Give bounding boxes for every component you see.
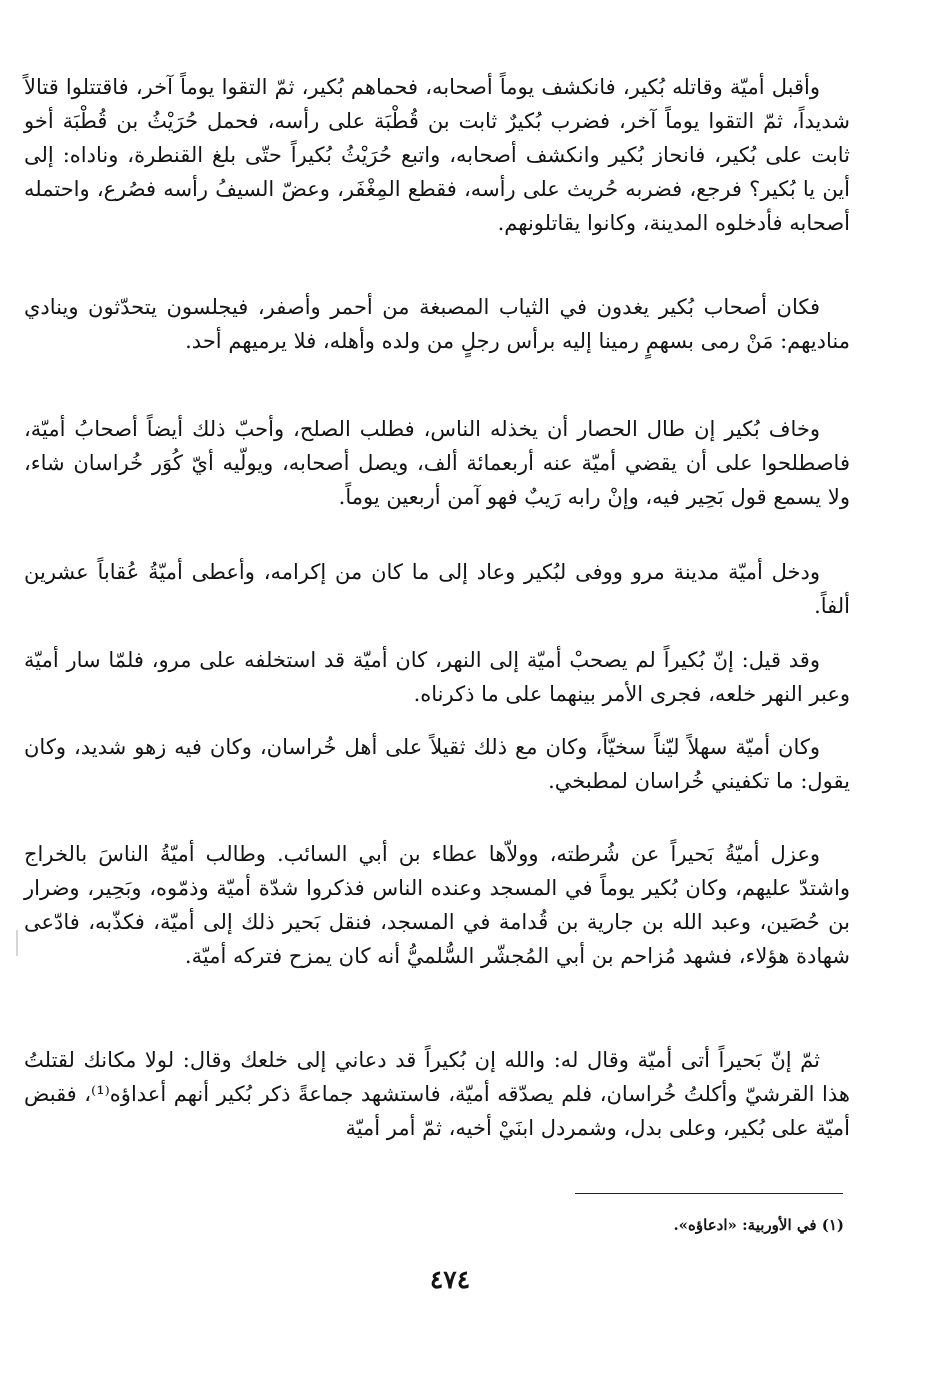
paragraph <box>24 837 850 973</box>
paragraph <box>24 70 850 240</box>
paragraph <box>24 412 850 514</box>
paragraph <box>24 290 850 358</box>
paragraph-text: وقد قيل: إنّ بُكيراً لم يصحبْ أميّة إلى النهر، كان أميّة قد استخلفه على مرو، فلمّا سار أميّة وعبر النهر خلعه، فجرى الأمر بينهما على ما ذكرناه. <box>24 648 850 706</box>
paragraph <box>24 643 850 711</box>
paragraph-text: وعزل أميّةُ بَحيراً عن شُرطته، وولاّها عطاء بن أبي السائب. وطالب أميّةُ الناسَ بالخراج واشتدّ عليهم، وكان بُكير يوماً في المسجد وعنده الناس فذكروا شدّة أميّة وذمّوه، وبَحِير، وضرار بن حُصَين، وعبد الله بن جارية بن قُدامة في المسجد، فنقل بَحير ذلك إلى أميّة، فكذّبه، فادّعى شهادة هؤلاء، فشهد مُزاحم بن أبي المُجشّر السُّلميُّ أنه كان يمزح فتركه أميّة. <box>24 842 850 968</box>
paragraph-text: ودخل أميّة مدينة مرو ووفى لبُكير وعاد إلى ما كان من إكرامه، وأعطى أميّةُ عُقاباً عشرين ألفاً. <box>24 560 850 618</box>
footnote: (١) في الأوربية: «ادعاؤه». <box>673 1216 844 1234</box>
paragraph-text: ثمّ إنّ بَحيراً أتى أميّة وقال له: والله إن بُكيراً قد دعاني إلى خلعك وقال: لولا مكانك لقتلتُ هذا القرشيّ وأكلتُ خُراسان، فلم يصدّقه أميّة، فاستشهد جماعةً ذكر بُكير أنهم أعداؤه⁽¹⁾، فقبض أميّة على بُكير، وعلى بدل، وشمردل ابنَيْ أخيه، ثمّ أمر أميّة <box>24 1048 850 1140</box>
paragraph-text: وكان أميّة سهلاً ليّناً سخيّاً، وكان مع ذلك ثقيلاً على أهل خُراسان، وكان فيه زهو شديد، وكان يقول: ما تكفيني خُراسان لمطبخي. <box>24 735 850 793</box>
paragraph <box>24 1043 850 1145</box>
margin-mark <box>16 930 18 956</box>
page-number: ٤٧٤ <box>429 1265 471 1294</box>
paragraph-text: وأقبل أميّة وقاتله بُكير، فانكشف يوماً أصحابه، فحماهم بُكير، ثمّ التقوا يوماً آخر، فاقتتلوا قتالاً شديداً، ثمّ التقوا يوماً آخر، فضرب بُكيرٌ ثابت بن قُطْبَة على رأسه، فحمل حُرَيْثُ بن قُطْبَة أخو ثابت على بُكير، فانحاز بُكير وانكشف أصحابه، واتبع حُرَيْثُ بُكيراً حتّى بلغ القنطرة، وناداه: إلى أين يا بُكير؟ فرجع، فضربه حُريث على رأسه، فقطع المِغْفَر، وعضّ السيفُ رأسه فصُرع، واحتمله أصحابه فأدخلوه المدينة، وكانوا يقاتلونهم. <box>24 75 850 235</box>
footnote-divider <box>575 1193 843 1194</box>
paragraph-text: وخاف بُكير إن طال الحصار أن يخذله الناس، فطلب الصلح، وأحبّ ذلك أيضاً أصحابُ أميّة، فاصطلحوا على أن يقضي أميّة عنه أربعمائة ألف، ويصل أصحابه، ويولّيه أيّ كُوَر خُراسان شاء، ولا يسمع قول بَحِير فيه، وإنْ رابه رَيبٌ فهو آمن أربعين يوماً. <box>24 417 850 509</box>
paragraph <box>24 730 850 798</box>
paragraph <box>24 555 850 623</box>
paragraph-text: فكان أصحاب بُكير يغدون في الثياب المصبغة من أحمر وأصفر، فيجلسون يتحدّثون وينادي مناديهم: مَنْ رمى بسهمٍ رمينا إليه برأس رجلٍ من ولده وأهله، فلا يرميهم أحد. <box>24 295 850 353</box>
